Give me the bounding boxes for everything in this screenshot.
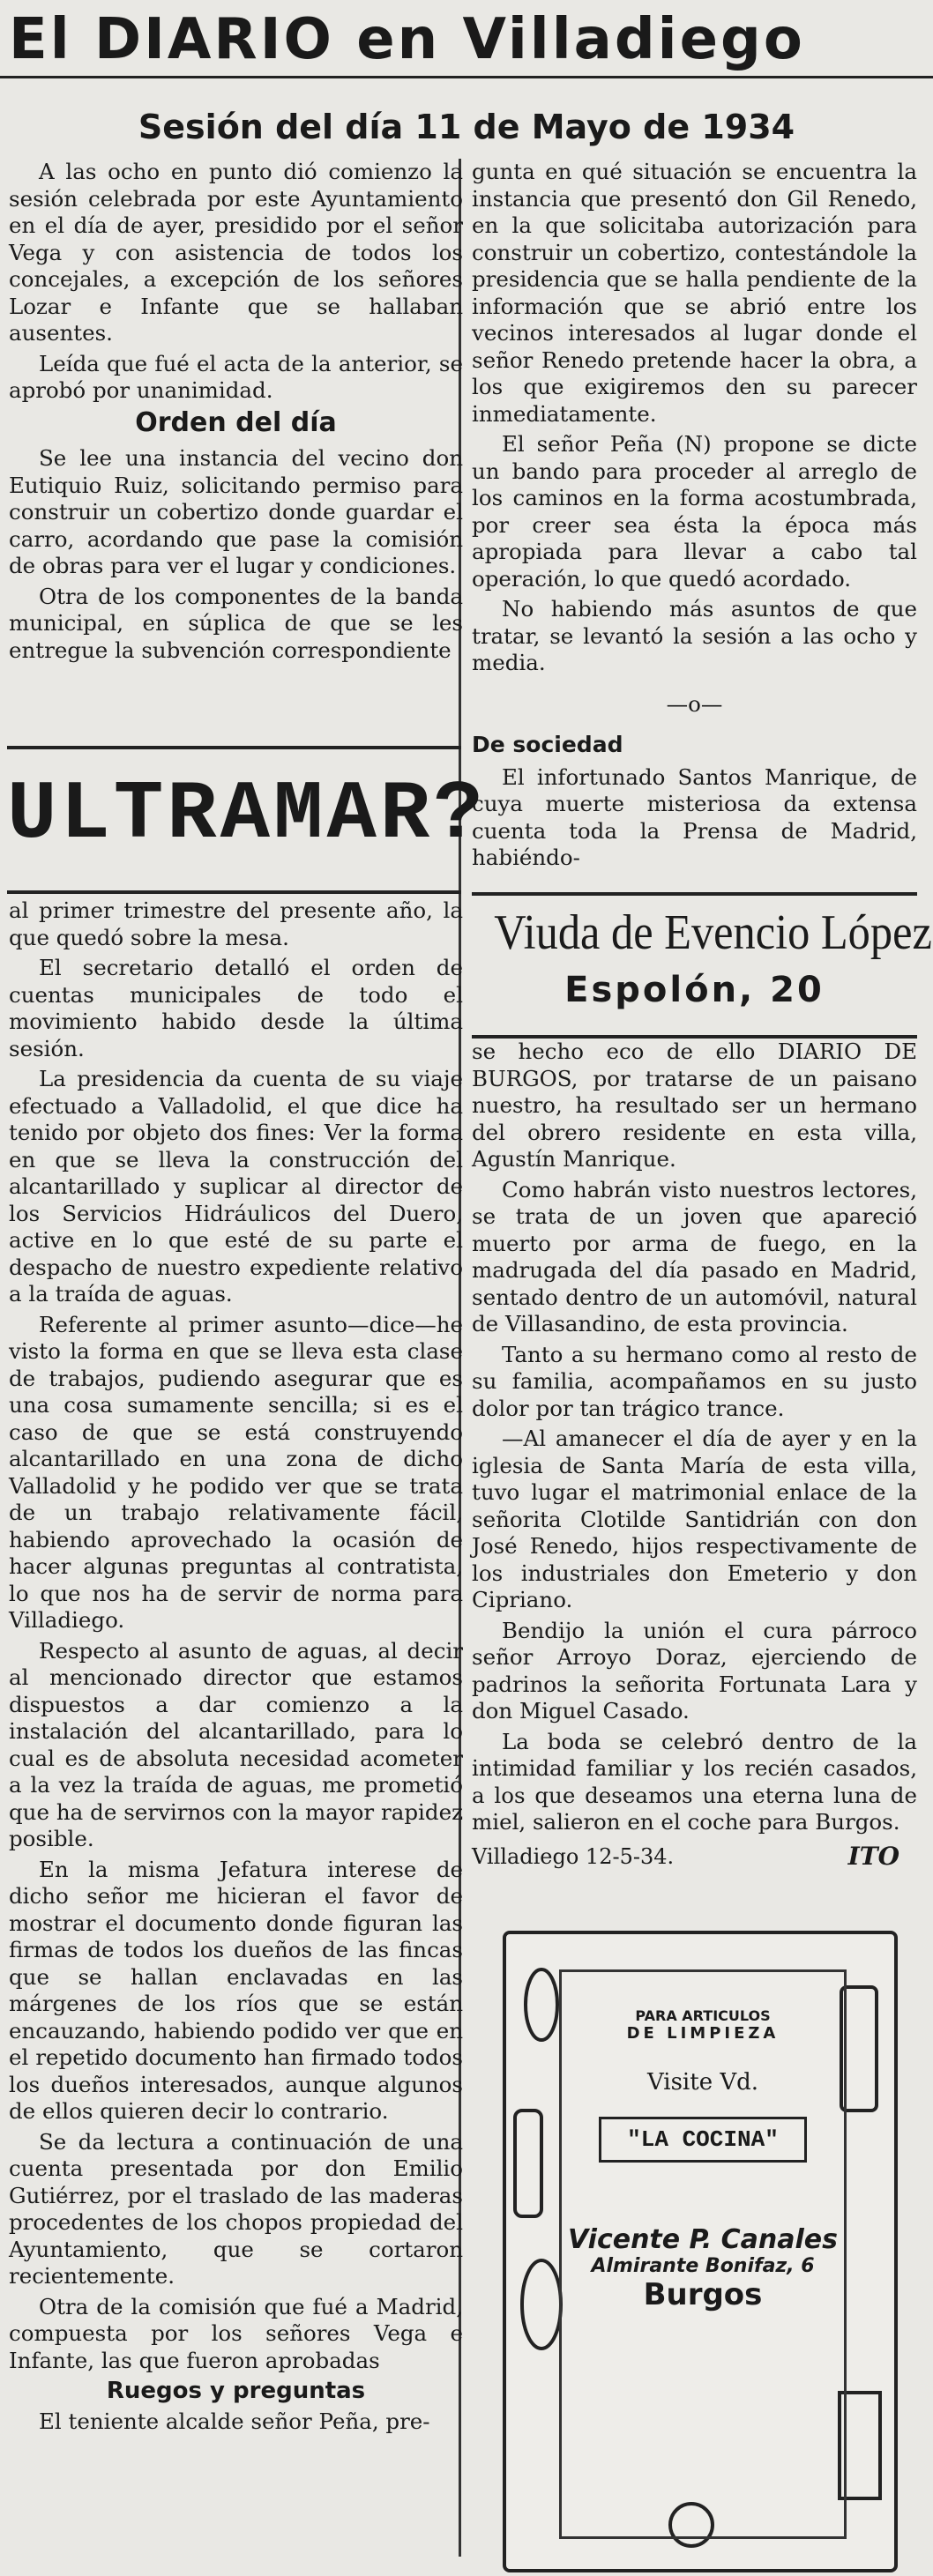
- article-paragraph: El teniente alcalde señor Peña, pre-: [39, 2408, 430, 2434]
- right-column-top: [472, 159, 917, 875]
- signature-line: [472, 1843, 917, 1871]
- article-paragraph: El señor Peña (N) propone se dicte un bando para proceder al arreglo de los caminos en la forma acostumbrada, por creer sea ésta la época más apropiada para llevar a cabo tal operación, lo que quedó acordado.: [472, 431, 917, 592]
- author-signature: ITO: [847, 1841, 899, 1871]
- right-column-bottom: [472, 1039, 917, 1870]
- left-column-bottom: [9, 897, 463, 2438]
- section-heading: De sociedad: [472, 732, 623, 757]
- ad-store-name: "LA COCINA": [599, 2117, 807, 2163]
- section-heading: Orden del día: [135, 406, 337, 438]
- article-paragraph: Bendijo la unión el cura párroco señor Arroyo Doraz, ejerciendo de padrinos la señorita Fortunata Lara y don Miguel Casado.: [472, 1617, 917, 1724]
- ad-la-cocina: [503, 1931, 898, 2572]
- article-paragraph: En la misma Jefatura interese de dicho señor me hicieran el favor de mostrar el documento donde figuran las firmas de todos los dueños de las fincas que se hallan enclavadas en las márgenes de los ríos que se están encauzando, habiendo podido ver que en el repetido documento han firmado todos los dueños interesados, aunque algunos de ellos quieren decir lo contrario.: [9, 1856, 463, 2124]
- separator: —o—: [666, 690, 723, 717]
- left-column-top: [9, 159, 463, 667]
- ad-city: Burgos: [643, 2277, 763, 2312]
- session-title: Sesión del día 11 de Mayo de 1934: [138, 108, 795, 146]
- ad-ultramar: [7, 746, 487, 894]
- article-paragraph: La boda se celebró dentro de la intimidad familiar y los recién casados, a los que deseamos una eterna luna de miel, salieron en el coche para Burgos.: [472, 1728, 917, 1835]
- ad-street: Almirante Bonifaz, 6: [591, 2255, 815, 2277]
- can-icon: [841, 1987, 877, 2111]
- article-paragraph: El secretario detalló el orden de cuentas municipales de todo el movimiento habido desde la última sesión.: [9, 955, 463, 1061]
- section-heading: Ruegos y preguntas: [106, 2378, 366, 2404]
- article-paragraph: Respecto al asunto de aguas, al decir al mencionado director que estamos dispuestos a dar comienzo a la instalación del alcantarillado, para lo cual es de absoluta necesidad acometer a la vez la traída de aguas, me prometió que ha de servirnos con la mayor rapidez posible.: [9, 1637, 463, 1851]
- article-paragraph: No habiendo más asuntos de que tratar, se levantó la sesión a las ocho y media.: [472, 596, 917, 675]
- brush-icon: [526, 1969, 557, 2040]
- broom-icon: [522, 2260, 561, 2349]
- masthead: [0, 0, 933, 78]
- ad-ultramar-text: ULTRAMAR?: [7, 769, 487, 862]
- article-paragraph: Se lee una instancia del vecino don Eutiquio Ruiz, solicitando permiso para construir un cobertizo donde guardar el carro, acordando que pase la comisión de obras para ver el lugar y condiciones.: [9, 445, 463, 578]
- article-paragraph: Otra de la comisión que fué a Madrid, compuesta por los señores Vega e Infante, las que fueron aprobadas: [9, 2293, 463, 2373]
- article-paragraph: Se da lectura a continuación de una cuenta presentada por don Emilio Gutiérrez, por el traslado de las maderas procedentes de los chopos propiedad del Ayuntamiento, que se cortaron recientemente.: [9, 2128, 463, 2289]
- ad-viuda: [472, 892, 932, 1039]
- article-paragraph: se hecho eco de ello DIARIO DE BURGOS, por tratarse de un paisano nuestro, ha resultado ser un hermano del obrero residente en esta villa, Agustín Manrique.: [472, 1039, 917, 1172]
- article-paragraph: al primer trimestre del presente año, la que quedó sobre la mesa.: [9, 897, 463, 950]
- ad-viuda-name: Viuda de Evencio López: [494, 905, 932, 960]
- article-paragraph: Tanto a su hermano como al resto de su familia, acompañamos en su justo dolor por tan trágico trance.: [472, 1341, 917, 1421]
- article-paragraph: —Al amanecer el día de ayer y en la iglesia de Santa María de esta villa, tuvo lugar el matrimonial enlace de la señorita Clotilde Santidrián con don José Renedo, hijos respectivamente de los industriales don Emeterio y don Cipriano.: [472, 1426, 917, 1612]
- place-date: Villadiego 12-5-34.: [472, 1843, 675, 1869]
- ad-owner: Vicente P. Canales: [567, 2224, 839, 2255]
- ad-line: DE LIMPIEZA: [626, 2024, 780, 2043]
- article-paragraph: Como habrán visto nuestros lectores, se trata de un joven que apareció muerto por arma de fuego, en la madrugada del día pasado en Madrid, sentado dentro de un automóvil, natural de Villasandino, de esta provincia.: [472, 1176, 917, 1336]
- article-paragraph: gunta en qué situación se encuentra la instancia que presentó don Gil Renedo, en la que solicitaba autorización para construir un cobertizo, contestándole la presidencia que se halla pendiente de la información que se abrió entre los vecinos interesados al lugar donde el señor Renedo pretende hacer la obra, a los que exigiremos den su parecer inmediatamente.: [472, 159, 917, 427]
- ad-viuda-address: Espolón, 20: [564, 970, 825, 1010]
- masthead-title: El DIARIO en Villadiego: [9, 7, 805, 72]
- ad-la-cocina-frame: [559, 1969, 847, 2539]
- bottle-icon: [515, 2111, 541, 2216]
- article-paragraph: Referente al primer asunto—dice—he visto la forma en que se lleva esta clase de trabajos, pudiendo asegurar que es una cosa sumamente sencilla; si es el caso de que se está construyendo alcantarillado en una zona de dicho Valladolid y he podido ver que se trata de un trabajo relativamente fácil, habiendo aprovechado la ocasión de hacer algunas preguntas al contratista, lo que nos ha de servir de norma para Villadiego.: [9, 1311, 463, 1633]
- article-paragraph: El infortunado Santos Manrique, de cuya muerte misteriosa da extensa cuenta toda la Prensa de Madrid, habiéndo-: [472, 763, 917, 870]
- ad-line: Visite Vd.: [646, 2069, 759, 2096]
- article-paragraph: Otra de los componentes de la banda municipal, en súplica de que se les entregue la subvención correspondiente: [9, 583, 463, 663]
- article-paragraph: La presidencia da cuenta de su viaje efectuado a Valladolid, el que dice ha tenido por objeto dos fines: Ver la forma en que se lleva la construcción del alcantarillado y suplicar al director de los Servicios Hidráulicos del Duero, active en lo que esté de su parte el despacho de nuestro expediente relativo a la traída de aguas.: [9, 1066, 463, 1307]
- article-paragraph: Leída que fué el acta de la anterior, se aprobó por unanimidad.: [9, 350, 463, 403]
- ad-line: PARA ARTICULOS: [635, 2007, 771, 2024]
- article-paragraph: A las ocho en punto dió comienzo la sesión celebrada por este Ayuntamiento en el día de ayer, presidido por el señor Vega y con asistencia de todos los concejales, a excepción de los señores Lozar e Infante que se hallaban ausentes.: [9, 159, 463, 346]
